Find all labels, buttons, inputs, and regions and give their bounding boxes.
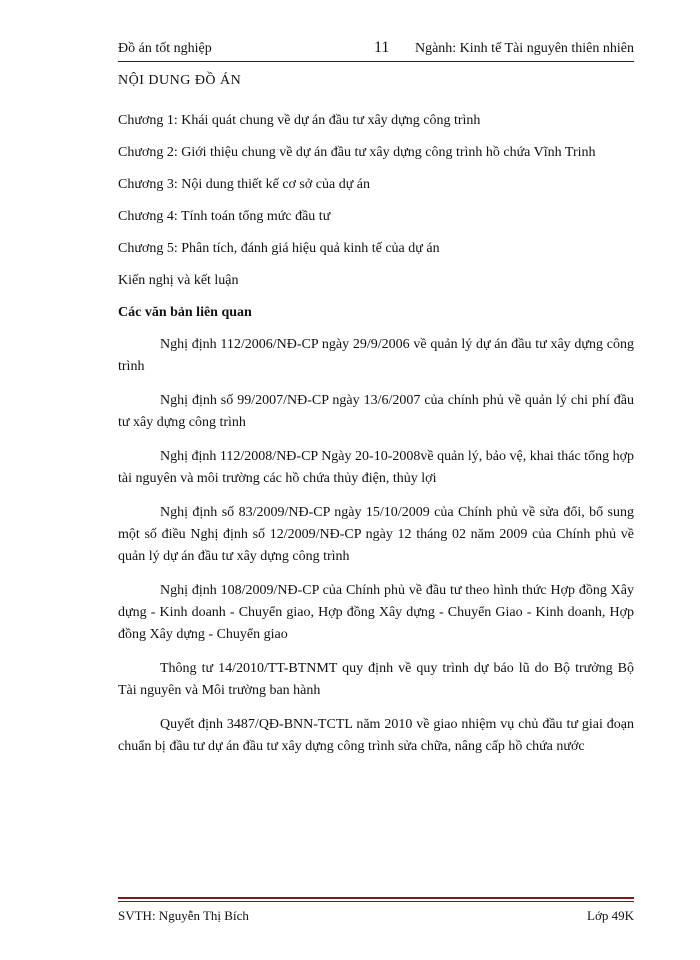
footer-class: Lớp 49K: [587, 908, 634, 923]
document-item: Nghị định 108/2009/NĐ-CP của Chính phủ về đầu tư theo hình thức Hợp đồng Xây dựng - Kinh doanh - Chuyển giao, Hợp đồng Xây dựng - Chuyển Giao - Kinh doanh, Hợp đồng Xây dựng - Chuyển giao: [118, 583, 634, 642]
chapter-item: Chương 4: Tính toán tổng mức đầu tư: [118, 209, 331, 224]
document-item: Nghị định số 99/2007/NĐ-CP ngày 13/6/2007 của chính phủ về quản lý chi phí đầu tư xây dựng công trình: [118, 393, 634, 430]
chapter-item: Kiến nghị và kết luận: [118, 273, 239, 288]
related-documents-title: Các văn bản liên quan: [118, 305, 252, 320]
header-left-text: Đồ án tốt nghiệp: [118, 41, 212, 56]
footer-rule: [118, 897, 634, 902]
header-right-text: Ngành: Kinh tế Tài nguyên thiên nhiên: [414, 41, 634, 56]
chapter-item: Chương 2: Giới thiệu chung về dự án đầu tư xây dựng công trình hồ chứa Vĩnh Trinh: [118, 145, 596, 160]
section-heading: NỘI DUNG ĐỒ ÁN: [118, 73, 242, 88]
document-item: Nghị định số 83/2009/NĐ-CP ngày 15/10/2009 của Chính phủ về sửa đổi, bổ sung một số điều Nghị định số 12/2009/NĐ-CP ngày 12 tháng 02 năm 2009 của Chính phủ về quản lý dự án đầu tư xây dựng công trình: [118, 505, 634, 564]
document-item: Nghị định 112/2008/NĐ-CP Ngày 20-10-2008về quản lý, bảo vệ, khai thác tổng hợp tài nguyên và môi trường các hồ chứa thủy điện, thủy lợi: [118, 449, 634, 486]
footer-student-name: SVTH: Nguyễn Thị Bích: [118, 908, 249, 923]
page-header: [118, 38, 634, 60]
document-item: Thông tư 14/2010/TT-BTNMT quy định về quy trình dự báo lũ do Bộ trưởng Bộ Tài nguyên và Môi trường ban hành: [118, 661, 634, 698]
page-body: [118, 66, 634, 758]
page-number: 11: [374, 39, 390, 56]
document-item: Nghị định 112/2006/NĐ-CP ngày 29/9/2006 về quản lý dự án đầu tư xây dựng công trình: [118, 337, 634, 374]
chapter-item: Chương 3: Nội dung thiết kế cơ sở của dự án: [118, 177, 371, 192]
chapter-item: Chương 1: Khái quát chung về dự án đầu tư xây dựng công trình: [118, 113, 481, 128]
document-item: Quyết định 3487/QĐ-BNN-TCTL năm 2010 về giao nhiệm vụ chủ đầu tư giai đoạn chuẩn bị đầu tư dự án đầu tư xây dựng công trình sửa chữa, nâng cấp hồ chứa nước: [118, 717, 634, 754]
chapter-item: Chương 5: Phân tích, đánh giá hiệu quả kinh tế của dự án: [118, 241, 440, 256]
header-rule: [118, 61, 634, 62]
